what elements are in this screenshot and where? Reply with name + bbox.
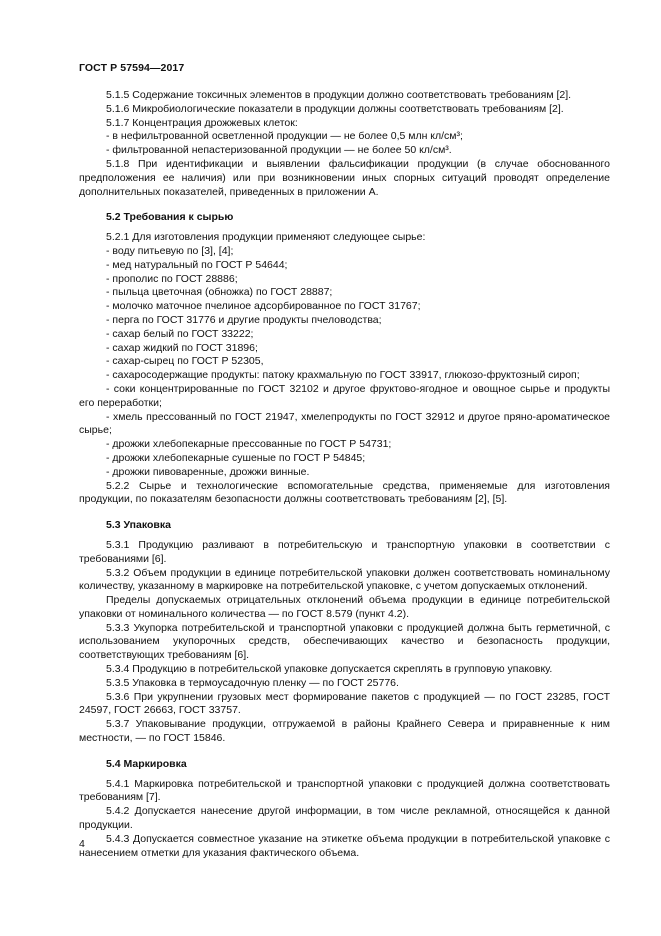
- paragraph-5-2-1: 5.2.1 Для изготовления продукции применяют следующее сырье:: [106, 231, 426, 244]
- paragraph-5-3-3: 5.3.3 Укупорка потребительской и транспортной упаковки с продукцией должна быть герметичной, с использованием укупорочных средств, обеспечивающих качество и безопасность продукции, соответствующих требованиям [6].: [79, 621, 610, 662]
- paragraph-5-3-4: 5.3.4 Продукцию в потребительской упаковке допускается скреплять в групповую упаковку.: [106, 663, 553, 676]
- list-item: - прополис по ГОСТ 28886;: [106, 272, 238, 285]
- list-item: - сахар-сырец по ГОСТ Р 52305,: [106, 355, 264, 368]
- list-item: - соки концентрированные по ГОСТ 32102 и другое фруктово-ягодное и овощное сырье и продукты его переработки;: [79, 382, 610, 409]
- list-item: - перга по ГОСТ 31776 и другие продукты пчеловодства;: [106, 313, 382, 326]
- list-item: - сахаросодержащие продукты: патоку крахмальную по ГОСТ 33917, глюкозо-фруктозный сироп;: [106, 369, 580, 382]
- paragraph-5-1-5: 5.1.5 Содержание токсичных элементов в продукции должно соответствовать требованиям [2].: [106, 89, 572, 101]
- paragraph-5-3-7: 5.3.7 Упаковывание продукции, отгружаемой в районы Крайнего Севера и приравненные к ним местности, — по ГОСТ 15846.: [79, 718, 610, 745]
- list-item: - сахар жидкий по ГОСТ 31896;: [106, 341, 258, 354]
- paragraph-5-3-5: 5.3.5 Упаковка в термоусадочную пленку — по ГОСТ 25776.: [106, 676, 399, 689]
- paragraph-5-4-3: 5.4.3 Допускается совместное указание на этикетке объема продукции в потребительской упаковке с нанесением отметки для указания фактического объема.: [79, 832, 610, 859]
- list-item: - дрожжи пивоваренные, дрожжи винные.: [106, 465, 310, 478]
- section-heading-5-4: 5.4 Маркировка: [106, 757, 187, 770]
- paragraph-5-4-1: 5.4.1 Маркировка потребительской и транспортной упаковки с продукцией должна соответствовать требованиям [7].: [79, 777, 610, 804]
- list-item: - пыльца цветочная (обножка) по ГОСТ 28887;: [106, 286, 333, 299]
- list-item: - сахар белый по ГОСТ 33222;: [106, 327, 254, 340]
- paragraph-tolerance-limits: Пределы допускаемых отрицательных отклонений объема продукции в единице потребительской упаковки от номинального количества — по ГОСТ 8.579 (пункт 4.2).: [79, 594, 610, 620]
- list-item: - мед натуральный по ГОСТ Р 54644;: [106, 258, 288, 271]
- paragraph-5-3-2: 5.3.2 Объем продукции в единице потребительской упаковки должен соответствовать номинальному количеству, указанному в маркировке на потребительской упаковке, с учетом допускаемых отклонений.: [79, 566, 610, 593]
- list-item: - в нефильтрованной осветленной продукции — не более 0,5 млн кл/см³;: [106, 130, 463, 143]
- paragraph-5-3-6: 5.3.6 При укрупнении грузовых мест формирование пакетов с продукцией — по ГОСТ 23285, ГОСТ 24597, ГОСТ 26663, ГОСТ 33757.: [79, 690, 610, 717]
- paragraph-5-4-2: 5.4.2 Допускается нанесение другой информации, в том числе рекламной, относящейся к данной продукции.: [79, 805, 610, 832]
- paragraph-5-3-1: 5.3.1 Продукцию разливают в потребительскую и транспортную упаковки в соответствии с требованиями [6].: [79, 538, 610, 565]
- paragraph-5-1-7: 5.1.7 Концентрация дрожжевых клеток:: [106, 116, 298, 129]
- list-item: - фильтрованной непастеризованной продукции — не более 50 кл/см³.: [106, 144, 452, 157]
- paragraph-5-1-6: 5.1.6 Микробиологические показатели в продукции должны соответствовать требованиям [2].: [106, 102, 564, 115]
- page-number: 4: [79, 838, 85, 850]
- list-item: - воду питьевую по [3], [4];: [106, 244, 234, 257]
- paragraph-5-1-8: 5.1.8 При идентификации и выявлении фальсификации продукции (в случае обоснованного предположения ее наличия) или при возникновении иных спорных ситуаций проводят определение дополнительных показателей, приведенных в приложении А.: [79, 157, 610, 198]
- section-heading-5-2: 5.2 Требования к сырью: [106, 211, 234, 224]
- document-code-header: ГОСТ Р 57594—2017: [79, 62, 185, 74]
- list-item: - дрожжи хлебопекарные сушеные по ГОСТ Р 54845;: [106, 451, 366, 464]
- list-item: - дрожжи хлебопекарные прессованные по ГОСТ Р 54731;: [106, 438, 392, 451]
- list-item: - хмель прессованный по ГОСТ 21947, хмелепродукты по ГОСТ 32912 и другое пряно-ароматическое сырье;: [79, 410, 610, 437]
- list-item: - молочко маточное пчелиное адсорбированное по ГОСТ 31767;: [106, 300, 421, 313]
- document-body: [79, 89, 610, 860]
- section-heading-5-3: 5.3 Упаковка: [106, 519, 171, 532]
- paragraph-5-2-2: 5.2.2 Сырье и технологические вспомогательные средства, применяемые для изготовления продукции, по показателям безопасности должны соответствовать требованиям [2], [5].: [79, 479, 610, 506]
